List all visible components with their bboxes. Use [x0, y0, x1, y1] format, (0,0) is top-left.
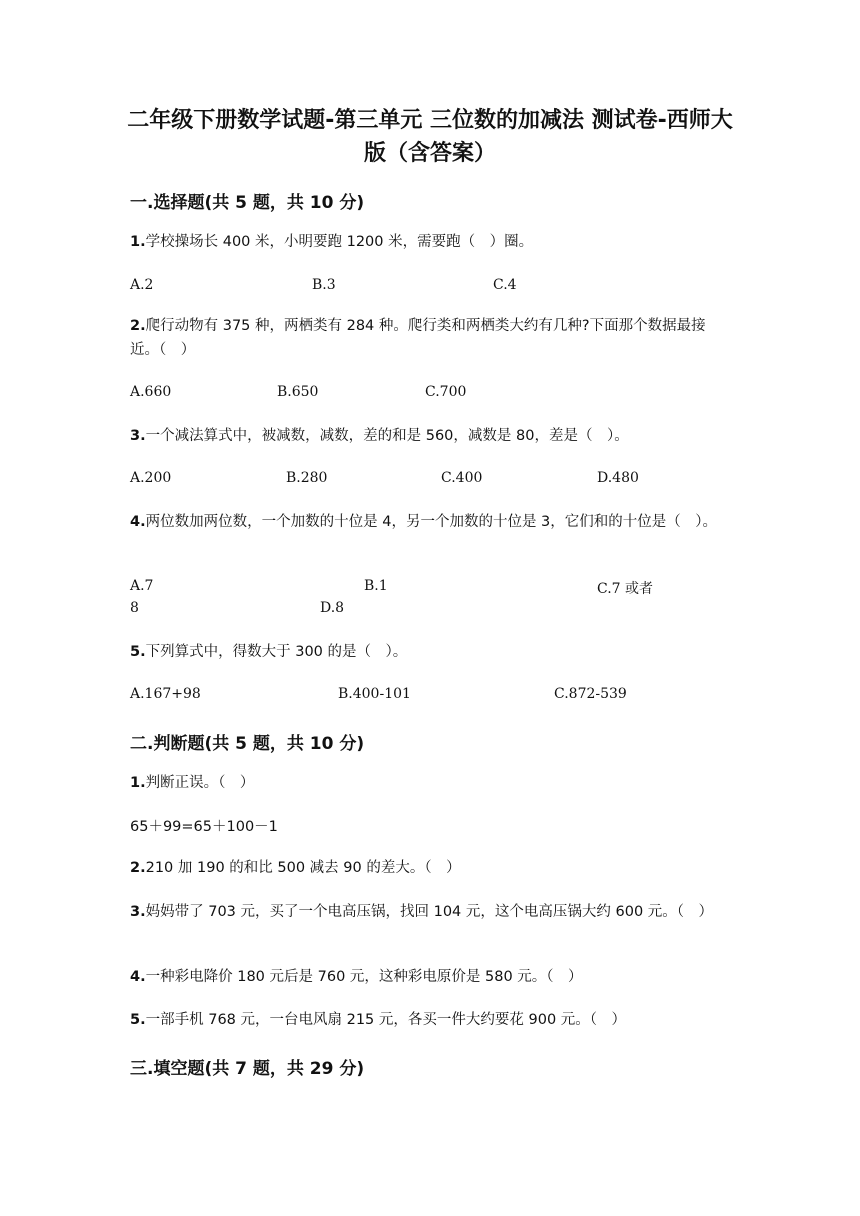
option: C.7 或者 — [597, 581, 654, 597]
option: C.872-539 — [554, 686, 627, 702]
question-text: 下列算式中，得数大于 300 的是（ ）。 — [145, 644, 408, 660]
option: B.280 — [286, 470, 328, 486]
question-judgment-4 — [130, 965, 730, 989]
question-number: 3. — [130, 428, 146, 444]
question-text: 两位数加两位数，一个加数的十位是 4，另一个加数的十位是 3，它们和的十位是（ ）。 — [145, 514, 718, 530]
question-choice-2 — [130, 314, 730, 362]
option: A.200 — [130, 470, 172, 486]
question-text: 一个减法算式中，被减数，减数，差的和是 560，减数是 80，差是（ ）。 — [145, 428, 629, 444]
question-text: 妈妈带了 703 元，买了一个电高压锅，找回 104 元，这个电高压锅大约 600 元。（ ） — [145, 904, 714, 920]
question-number: 2. — [130, 860, 146, 876]
section-heading-fill-in: 三.填空题(共 7 题，共 29 分) — [130, 1059, 365, 1079]
question-text: 学校操场长 400 米，小明要跑 1200 米，需要跑（ ）圈。 — [145, 234, 534, 250]
option: C.700 — [425, 384, 467, 400]
option: B.650 — [277, 384, 319, 400]
option: B.1 — [364, 578, 388, 594]
question-choice-1 — [130, 230, 730, 254]
question-judgment-3 — [130, 900, 730, 924]
page-title: 二年级下册数学试题-第三单元 三位数的加减法 测试卷-西师大版（含答案） — [127, 108, 733, 166]
question-number: 4. — [130, 514, 146, 530]
option: D.8 — [320, 600, 345, 616]
question-choice-4 — [130, 510, 730, 534]
question-number: 5. — [130, 644, 146, 660]
option: A.167+98 — [130, 686, 201, 702]
question-text: 爬行动物有 375 种，两栖类有 284 种。爬行类和两栖类大约有几种?下面那个数据最接近。（ ） — [130, 318, 706, 358]
question-text: 210 加 190 的和比 500 减去 90 的差大。（ ） — [145, 860, 461, 876]
section-heading-choice: 一.选择题(共 5 题，共 10 分) — [130, 193, 365, 213]
question-number: 4. — [130, 969, 146, 985]
question-number: 2. — [130, 318, 146, 334]
question-text: 一部手机 768 元，一台电风扇 215 元，各买一件大约要花 900 元。（ ） — [145, 1012, 627, 1028]
option: A.2 — [130, 277, 154, 293]
option: B.3 — [312, 277, 336, 293]
option: B.400-101 — [338, 686, 411, 702]
question-text: 一种彩电降价 180 元后是 760 元，这种彩电原价是 580 元。（ ） — [145, 969, 583, 985]
question-number: 3. — [130, 904, 146, 920]
question-number: 1. — [130, 775, 146, 791]
option: A.660 — [130, 384, 172, 400]
option: A.7 — [130, 578, 154, 594]
question-choice-3 — [130, 424, 730, 448]
section-heading-judgment: 二.判断题(共 5 题，共 10 分) — [130, 734, 365, 754]
question-expression: 65＋99=65＋100－1 — [130, 819, 278, 835]
question-judgment-1 — [130, 771, 730, 795]
option-continuation: 8 — [130, 600, 139, 616]
question-judgment-5 — [130, 1008, 730, 1032]
option: C.400 — [441, 470, 483, 486]
question-number: 1. — [130, 234, 146, 250]
question-number: 5. — [130, 1012, 146, 1028]
question-text: 判断正误。（ ） — [145, 775, 255, 791]
option: C.4 — [493, 277, 517, 293]
option: D.480 — [597, 470, 639, 486]
question-choice-5 — [130, 640, 730, 664]
question-judgment-2 — [130, 856, 730, 880]
